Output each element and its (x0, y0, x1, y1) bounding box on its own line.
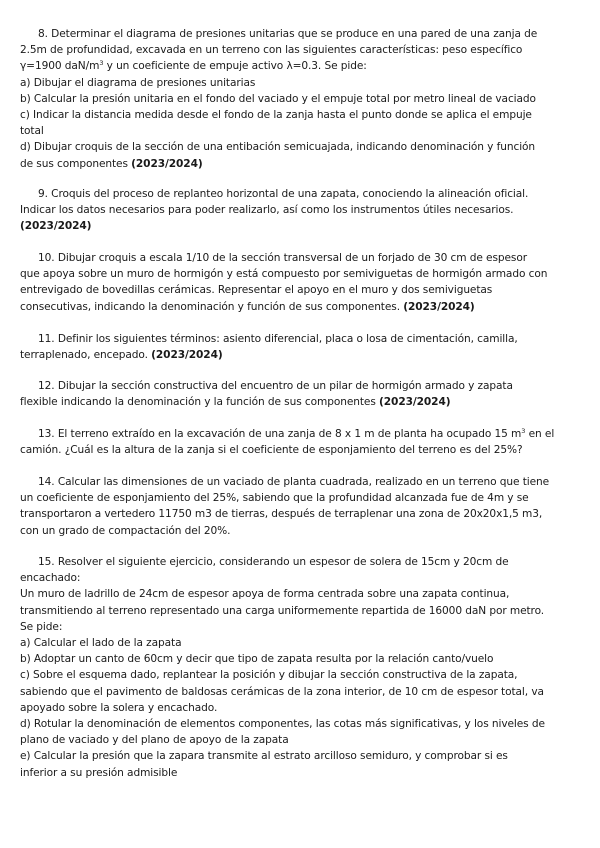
question-8-line-3 (20, 58, 576, 74)
question-8-line-1: 8. Determinar el diagrama de presiones unitarias que se produce en una pared de una zanja de (38, 28, 538, 40)
question-10-year: (2023/2024) (403, 300, 475, 313)
question-9-line-2: Indicar los datos necesarios para poder realizarlo, así como los instrumentos útiles necesarios. (20, 204, 514, 217)
question-13-line-1-end: en el (525, 428, 555, 440)
question-12-line-2-text: flexible indicando la denominación y la función de sus componentes (20, 396, 380, 409)
question-15-item-c-line-1: c) Sobre el esquema dado, replantear la posición y dibujar la sección constructiva de la zapata, (20, 669, 518, 682)
question-13-line-2: camión. ¿Cuál es la altura de la zanja si el coeficiente de esponjamiento del terreno es del 25%? (20, 444, 523, 457)
question-11-line-1: 11. Definir los siguientes términos: asiento diferencial, placa o losa de cimentación, camilla, (38, 333, 518, 345)
question-11-line-2-text: terraplenado, encepado. (20, 349, 152, 362)
question-13-line-1 (20, 426, 576, 442)
question-10-line-2: que apoya sobre un muro de hormigón y está compuesto por semiviguetas de hormigón armado con (20, 268, 548, 281)
question-15-item-c-line-3: apoyado sobre la solera y encachado. (20, 701, 218, 714)
question-8-line-3-end: y un coeficiente de empuje activo λ=0.3. Se pide: (103, 60, 367, 73)
cubic-superscript: 3 (99, 59, 104, 68)
question-14 (20, 474, 576, 539)
question-8-item-c-line-1: c) Indicar la distancia medida desde el fondo de la zanja hasta el punto donde se aplica el empuje (20, 109, 532, 122)
question-8 (20, 26, 576, 172)
question-15-line-3: Un muro de ladrillo de 24cm de espesor apoya de forma centrada sobre una zapata continua, (20, 588, 510, 601)
question-10-line-1: 10. Dibujar croquis a escala 1/10 de la sección transversal de un forjado de 30 cm de espesor (38, 252, 527, 264)
question-10-line-3: entrevigado de bovedillas cerámicas. Representar el apoyo en el muro y dos semiviguetas (20, 284, 493, 297)
question-15-item-e-line-1: e) Calcular la presión que la zapara transmite al estrato arcilloso semiduro, y comprobar si es (20, 750, 508, 763)
question-10 (20, 250, 576, 315)
question-8-line-2: 2.5m de profundidad, excavada en un terreno con las siguientes características: peso específico (20, 44, 523, 57)
question-14-line-4: con un grado de compactación del 20%. (20, 524, 231, 537)
question-15 (20, 554, 576, 781)
question-15-item-d-line-2: plano de vaciado y del plano de apoyo de la zapata (20, 734, 289, 747)
question-15-item-b: b) Adoptar un canto de 60cm y decir que tipo de zapata resulta por la relación canto/vuelo (20, 653, 494, 666)
question-10-line-4-text: consecutivas, indicando la denominación y función de sus componentes. (20, 300, 404, 313)
question-11-line-2 (20, 347, 576, 363)
question-12 (20, 378, 576, 410)
question-12-year: (2023/2024) (379, 396, 451, 409)
question-8-item-a: a) Dibujar el diagrama de presiones unitarias (20, 76, 256, 89)
question-8-line-3-start: γ=1900 daN/m (20, 60, 100, 73)
question-15-line-4: transmitiendo al terreno representado una carga uniformemente repartida de 16000 daN por metro. (20, 604, 545, 617)
question-15-item-d-line-1: d) Rotular la denominación de elementos componentes, las cotas más significativas, y los niveles de (20, 718, 545, 731)
question-13-line-1-start: 13. El terreno extraído en la excavación de una zanja de 8 x 1 m de planta ha ocupado 15 m (38, 428, 522, 440)
question-12-line-2 (20, 394, 576, 410)
question-8-item-b: b) Calcular la presión unitaria en el fondo del vaciado y el empuje total por metro lineal de vaciado (20, 92, 536, 105)
question-8-year: (2023/2024) (131, 157, 203, 170)
question-10-line-4 (20, 299, 576, 315)
question-8-item-c-line-2: total (20, 125, 44, 138)
question-15-line-5: Se pide: (20, 620, 63, 633)
question-15-line-1: 15. Resolver el siguiente ejercicio, considerando un espesor de solera de 15cm y 20cm de (38, 556, 509, 568)
question-14-line-1: 14. Calcular las dimensiones de un vaciado de planta cuadrada, realizado en un terreno que tiene (38, 476, 550, 488)
question-9-line-1: 9. Croquis del proceso de replanteo horizontal de una zapata, conociendo la alineación oficial. (38, 188, 529, 200)
question-12-line-1: 12. Dibujar la sección constructiva del encuentro de un pilar de hormigón armado y zapata (38, 380, 513, 392)
question-14-line-3: transportaron a vertedero 11750 m3 de tierras, después de terraplenar una zona de 20x20x1,5 m3, (20, 508, 543, 521)
cubic-superscript: 3 (521, 427, 526, 435)
question-15-item-e-line-2: inferior a su presión admisible (20, 766, 178, 779)
question-15-item-c-line-2: sabiendo que el pavimento de baldosas cerámicas de la zona interior, de 10 cm de espesor total, va (20, 685, 544, 698)
question-9-year: (2023/2024) (20, 220, 92, 233)
question-8-item-d-text: de sus componentes (20, 157, 132, 170)
question-15-item-a: a) Calcular el lado de la zapata (20, 637, 182, 650)
question-8-item-d-line-2 (20, 156, 576, 172)
question-9 (20, 186, 576, 235)
question-13 (20, 426, 576, 458)
question-8-item-d-line-1: d) Dibujar croquis de la sección de una entibación semicuajada, indicando denominación y función (20, 141, 536, 154)
question-14-line-2: un coeficiente de esponjamiento del 25%, sabiendo que la profundidad alcanzada fue de 4m y se (20, 492, 529, 505)
question-11 (20, 331, 576, 363)
question-11-year: (2023/2024) (151, 349, 223, 362)
question-15-line-2: encachado: (20, 572, 81, 585)
